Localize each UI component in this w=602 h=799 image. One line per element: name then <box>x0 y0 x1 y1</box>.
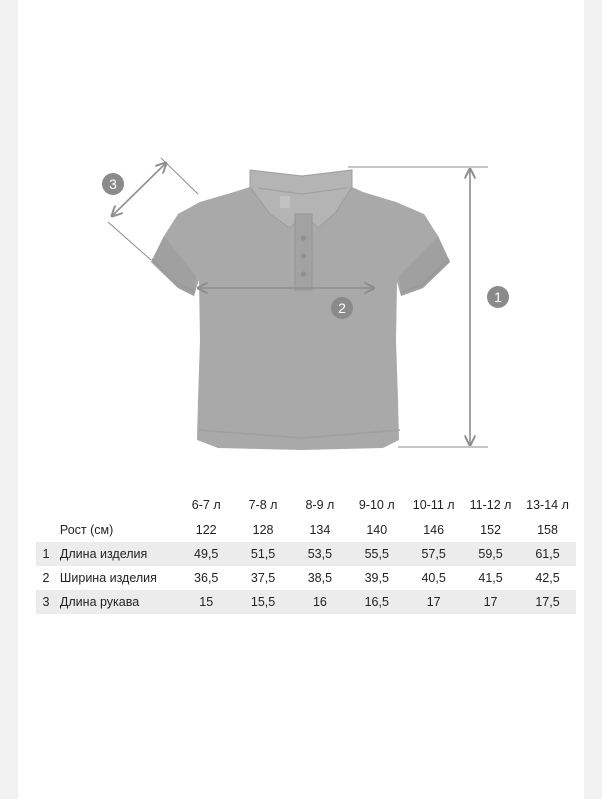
table-cell: 128 <box>252 523 274 537</box>
table-row <box>36 566 576 590</box>
table-cell: 38,5 <box>307 571 333 585</box>
size-header: 8-9 л <box>305 498 335 512</box>
marker-1-label: 1 <box>494 289 502 305</box>
row-label: Ширина изделия <box>59 571 157 585</box>
table-cell: 42,5 <box>535 571 560 585</box>
table-cell: 57,5 <box>405 542 462 566</box>
row-index: 3 <box>36 590 56 614</box>
table-cell: 16 <box>291 590 348 614</box>
table-cell: 146 <box>423 523 445 537</box>
table-cell: 39,5 <box>364 571 389 585</box>
size-header: 6-7 л <box>191 498 221 512</box>
table-cell: 51,5 <box>235 542 292 566</box>
table-cell: 41,5 <box>478 571 503 585</box>
polo-shirt-illustration <box>151 170 450 450</box>
size-header: 10-11 л <box>412 498 455 512</box>
table-cell: 17,5 <box>519 590 576 614</box>
table-cell: 53,5 <box>291 542 348 566</box>
table-cell: 40,5 <box>421 571 446 585</box>
size-table <box>36 492 576 614</box>
table-cell: 49,5 <box>178 542 235 566</box>
table-cell: 17 <box>462 590 519 614</box>
table-cell: 140 <box>366 523 388 537</box>
row-label: Длина рукава <box>56 590 178 614</box>
table-cell: 55,5 <box>348 542 405 566</box>
size-header: 9-10 л <box>358 498 395 512</box>
table-cell: 122 <box>195 523 217 537</box>
table-cell: 36,5 <box>194 571 219 585</box>
polo-shirt-diagram <box>18 0 584 470</box>
size-header-row <box>36 492 576 518</box>
marker-2-label: 2 <box>338 300 346 316</box>
table-cell: 61,5 <box>519 542 576 566</box>
table-cell: 16,5 <box>348 590 405 614</box>
table-cell: 152 <box>480 523 501 537</box>
table-row <box>36 590 576 614</box>
marker-2 <box>331 297 353 319</box>
marker-1 <box>487 286 509 308</box>
table-row <box>36 542 576 566</box>
marker-3 <box>102 173 124 195</box>
header-blank <box>56 492 178 518</box>
size-header: 7-8 л <box>248 498 278 512</box>
row-index: 2 <box>42 571 50 585</box>
table-cell: 37,5 <box>250 571 276 585</box>
row-label: Длина изделия <box>56 542 178 566</box>
table-cell: 59,5 <box>462 542 519 566</box>
size-header: 13-14 л <box>526 498 569 512</box>
table-cell: 15 <box>178 590 235 614</box>
table-cell: 158 <box>537 523 558 537</box>
table-cell: 15,5 <box>235 590 292 614</box>
size-header: 11-12 л <box>469 498 512 512</box>
row-label: Рост (см) <box>59 523 114 537</box>
table-cell: 134 <box>309 523 331 537</box>
height-row <box>36 518 576 542</box>
table-cell: 17 <box>405 590 462 614</box>
header-blank <box>36 492 56 518</box>
row-index <box>36 518 56 542</box>
size-chart-page <box>18 0 584 799</box>
marker-3-label: 3 <box>109 176 117 192</box>
row-index: 1 <box>36 542 56 566</box>
